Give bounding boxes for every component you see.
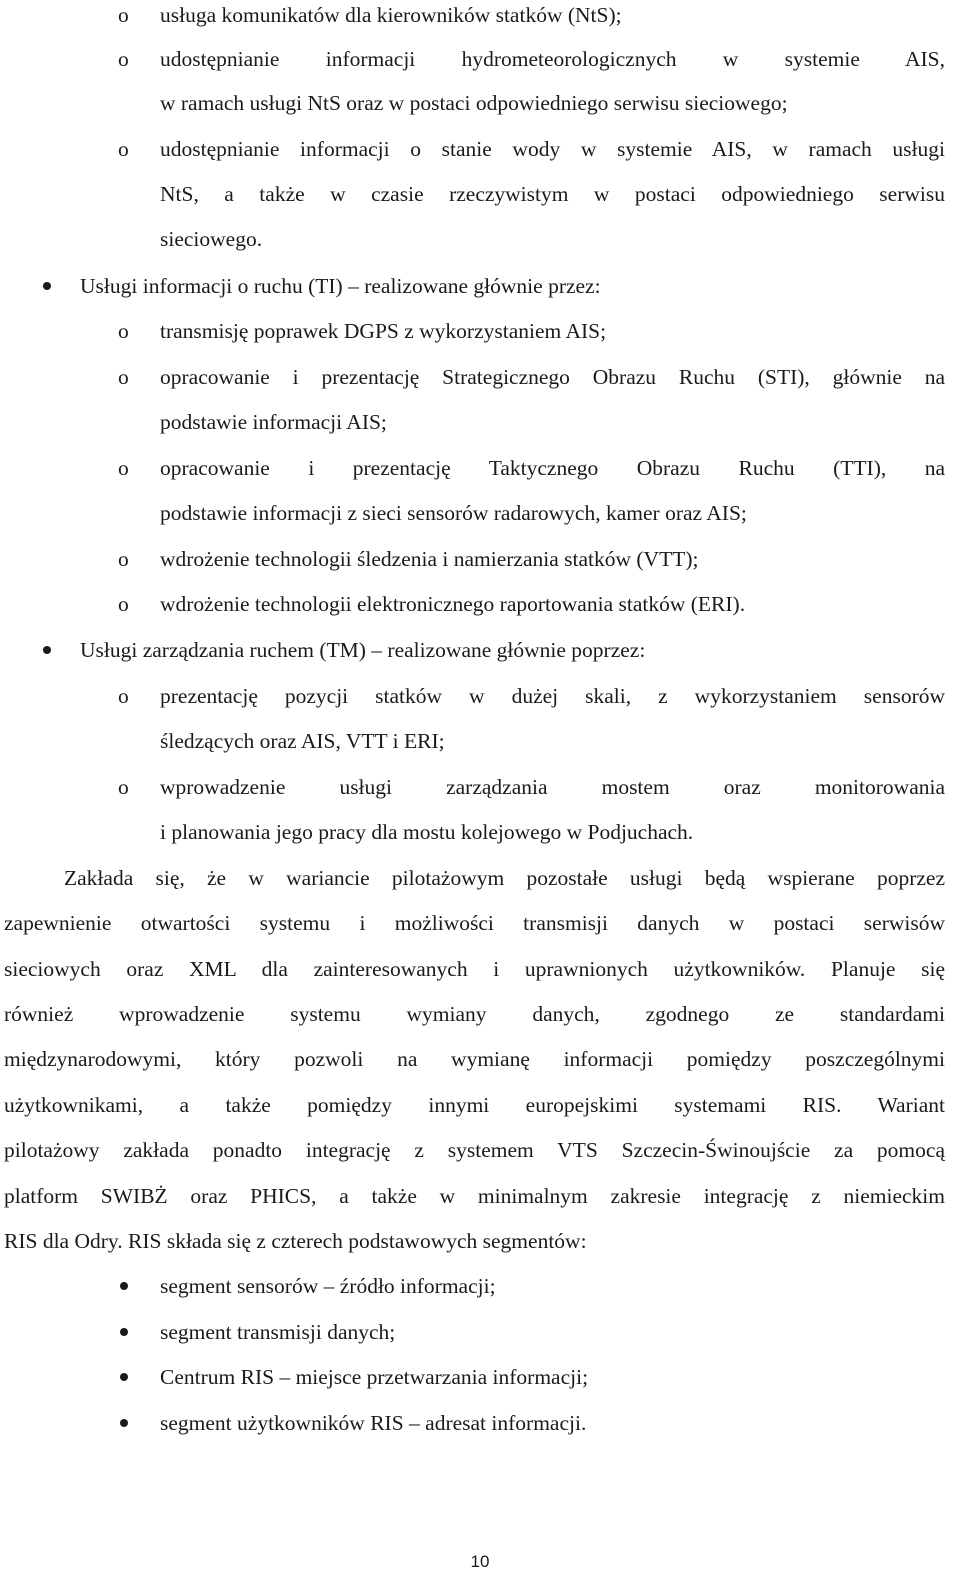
list-item-text: NtS, a także w czasie rzeczywistym w postaci odpowiedniego serwisu: [160, 182, 945, 206]
list-item-text: opracowanie i prezentację Strategicznego Obrazu Ruchu (STI), głównie na: [160, 365, 945, 389]
list-marker: o: [118, 365, 129, 389]
list-item-text: wdrożenie technologii śledzenia i namierzania statków (VTT);: [160, 547, 699, 571]
bullet-icon: [120, 1328, 128, 1336]
list-marker: o: [118, 319, 129, 343]
list-item-text: podstawie informacji AIS;: [160, 410, 387, 434]
paragraph-line: międzynarodowymi, który pozwoli na wymianę informacji pomiędzy poszczególnymi: [4, 1047, 945, 1071]
list-item-text: podstawie informacji z sieci sensorów radarowych, kamer oraz AIS;: [160, 501, 747, 525]
paragraph-line: RIS dla Odry. RIS składa się z czterech podstawowych segmentów:: [4, 1229, 587, 1253]
page-number: 10: [470, 1552, 490, 1571]
list-marker: o: [118, 137, 129, 161]
bullet-icon: [43, 646, 51, 654]
segment-item: segment transmisji danych;: [160, 1320, 396, 1344]
paragraph-line: zapewnienie otwartości systemu i możliwości transmisji danych w postaci serwisów: [4, 911, 945, 935]
list-item-text: wprowadzenie usługi zarządzania mostem oraz monitorowania: [160, 775, 945, 799]
list-item-text: opracowanie i prezentację Taktycznego Obrazu Ruchu (TTI), na: [160, 456, 945, 480]
bullet-icon: [120, 1419, 128, 1427]
list-item-text: prezentację pozycji statków w dużej skali, z wykorzystaniem sensorów: [160, 684, 945, 708]
bullet-icon: [43, 282, 51, 290]
list-item-text: udostępnianie informacji hydrometeorologicznych w systemie AIS,: [160, 47, 945, 71]
segment-item: Centrum RIS – miejsce przetwarzania informacji;: [160, 1365, 589, 1389]
bullet-icon: [120, 1282, 128, 1290]
paragraph-line: platform SWIBŻ oraz PHICS, a także w minimalnym zakresie integrację z niemieckim: [4, 1184, 945, 1208]
list-marker: o: [118, 775, 129, 799]
list-item-text: w ramach usługi NtS oraz w postaci odpowiedniego serwisu sieciowego;: [160, 91, 788, 115]
list-marker: o: [118, 47, 129, 71]
section-heading: Usługi informacji o ruchu (TI) – realizowane głównie przez:: [80, 274, 601, 298]
segment-item: segment użytkowników RIS – adresat informacji.: [160, 1411, 587, 1435]
list-item-text: śledzących oraz AIS, VTT i ERI;: [160, 729, 445, 753]
paragraph-line: użytkownikami, a także pomiędzy innymi europejskimi systemami RIS. Wariant: [4, 1093, 945, 1117]
paragraph-line: pilotażowy zakłada ponadto integrację z systemem VTS Szczecin-Świnoujście za pomocą: [4, 1138, 945, 1162]
list-item-text: i planowania jego pracy dla mostu kolejowego w Podjuchach.: [160, 820, 694, 844]
list-item-text: wdrożenie technologii elektronicznego raportowania statków (ERI).: [160, 592, 746, 616]
segment-item: segment sensorów – źródło informacji;: [160, 1274, 496, 1298]
list-item-text: transmisję poprawek DGPS z wykorzystaniem AIS;: [160, 319, 607, 343]
bullet-icon: [120, 1373, 128, 1381]
list-item-text: sieciowego.: [160, 227, 263, 251]
paragraph-line: sieciowych oraz XML dla zainteresowanych i uprawnionych użytkowników. Planuje się: [4, 957, 945, 981]
list-item-text: udostępnianie informacji o stanie wody w systemie AIS, w ramach usługi: [160, 137, 945, 161]
list-item-text: usługa komunikatów dla kierowników statków (NtS);: [160, 3, 622, 27]
paragraph-line: Zakłada się, że w wariancie pilotażowym pozostałe usługi będą wspierane poprzez: [64, 866, 945, 890]
section-heading: Usługi zarządzania ruchem (TM) – realizowane głównie poprzez:: [80, 638, 646, 662]
paragraph-line: również wprowadzenie systemu wymiany danych, zgodnego ze standardami: [4, 1002, 945, 1026]
list-marker: o: [118, 684, 129, 708]
list-marker: o: [118, 592, 129, 616]
list-marker: o: [118, 3, 129, 27]
list-marker: o: [118, 547, 129, 571]
list-marker: o: [118, 456, 129, 480]
